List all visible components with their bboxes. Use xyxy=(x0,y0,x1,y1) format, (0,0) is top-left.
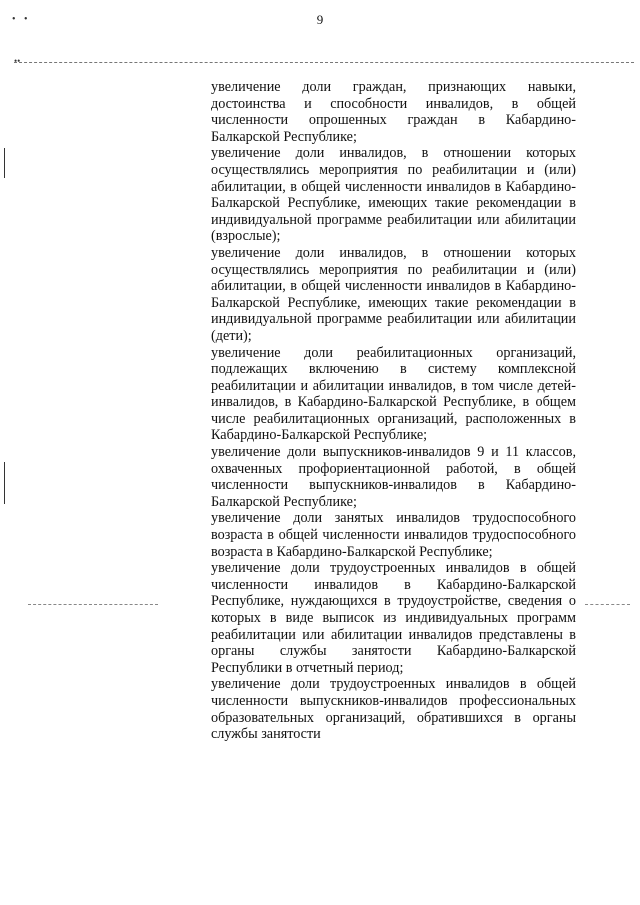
top-rule-mark: •• xyxy=(14,56,21,66)
document-body xyxy=(211,79,576,743)
side-dash-right xyxy=(585,604,630,605)
paragraph: увеличение доли трудоустроенных инвалидов в общей численности выпускников-инвалидов профессиональных образовательных организаций, обратившихся в органы службы занятости xyxy=(211,676,576,743)
paragraph: увеличение доли инвалидов, в отношении которых осуществлялись мероприятия по реабилитации и (или) абилитации, в общей численности инвалидов в Кабардино-Балкарской Республике, имеющих такие рекомендации в индивидуальной программе реабилитации или абилитации (дети); xyxy=(211,244,576,344)
page-number: 9 xyxy=(316,12,324,27)
paragraph: увеличение доли инвалидов, в отношении которых осуществлялись мероприятия по реабилитации и (или) абилитации, в общей численности инвалидов в Кабардино-Балкарской Республике, имеющих такие рекомендации в индивидуальной программе реабилитации или абилитации (взрослые); xyxy=(211,145,576,245)
top-rule xyxy=(14,62,634,63)
scan-marks: • • xyxy=(12,14,31,25)
margin-bar-lower xyxy=(4,462,5,504)
paragraph: увеличение доли трудоустроенных инвалидов в общей численности инвалидов в Кабардино-Балкарской Республике, нуждающихся в трудоустройстве, сведения о которых в виде выписок из индивидуальных программ реабилитации или абилитации инвалидов представлены в органы службы занятости Кабардино-Балкарской Республики в отчетный период; xyxy=(211,560,576,676)
paragraph: увеличение доли занятых инвалидов трудоспособного возраста в общей численности инвалидов трудоспособного возраста в Кабардино-Балкарской Республике; xyxy=(211,510,576,560)
margin-bar-upper xyxy=(4,148,5,178)
side-dash-left xyxy=(28,604,158,605)
paragraph: увеличение доли реабилитационных организаций, подлежащих включению в систему комплексной реабилитации и абилитации инвалидов, в том числе детей-инвалидов, в Кабардино-Балкарской Республике, в общем числе реабилитационных организаций, расположенных в Кабардино-Балкарской Республике; xyxy=(211,344,576,444)
paragraph: увеличение доли выпускников-инвалидов 9 и 11 классов, охваченных профориентационной работой, в общей численности выпускников-инвалидов в Кабардино-Балкарской Республике; xyxy=(211,444,576,510)
paragraph: увеличение доли граждан, признающих навыки, достоинства и способности инвалидов, в общей численности опрошенных граждан в Кабардино-Балкарской Республике; xyxy=(211,79,576,145)
